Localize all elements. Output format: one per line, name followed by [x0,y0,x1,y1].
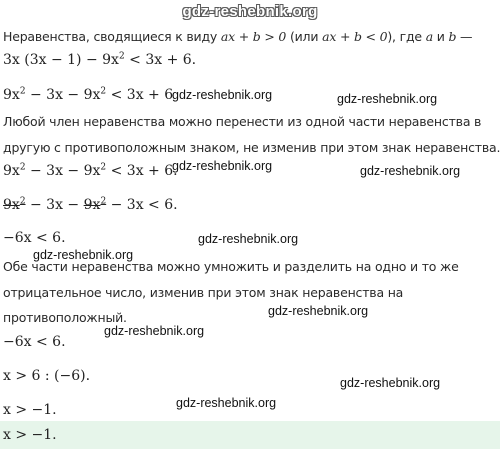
problem-rhs: < 3x + 6. [124,52,197,68]
step-1-part-1: 9x [3,87,20,103]
watermark: gdz-reshebnik.org [198,232,299,246]
step-3-struck-1: 9x [3,197,20,213]
cancelled-term-1 [3,197,26,213]
intro-text-d: и [432,29,449,44]
rule-2-line-2: отрицательное число, изменив при этом знак неравенства на [3,285,404,300]
step-1 [3,86,173,104]
step-1-part-2: − 3x − 9x [25,87,101,103]
step-2 [3,162,178,180]
watermark: gdz-reshebnik.org [340,376,441,390]
intro-math-3: a [425,29,433,44]
answer: x > −1. [3,427,57,443]
step-3-middle-2: − 3x < 6. [106,197,178,213]
intro-text-a: Неравенства, сводящиеся к виду [3,29,221,44]
watermark: gdz-reshebnik.org [172,159,273,173]
watermark: gdz-reshebnik.org [268,304,369,318]
step-2-part-3: < 3x + 6. [106,163,178,179]
intro-math-4: b [448,29,457,44]
intro-math-1: ax + b > 0 [220,29,287,44]
intro-text-e: — [456,29,473,44]
watermark: gdz-reshebnik.org [33,248,134,262]
watermark: gdz-reshebnik.org [104,324,205,338]
intro-text-b: (или [286,29,323,44]
rule-2-line-3: противоположный. [3,310,127,325]
step-3-middle-1: − 3x − [25,197,84,213]
step-4: −6x < 6. [3,230,66,246]
rule-1-line-1: Любой член неравенства можно перенести из одной части неравенства в [3,114,482,129]
watermark: gdz-reshebnik.org [176,396,277,410]
step-3 [3,196,178,214]
step-7: x > −1. [3,402,57,418]
rule-1-line-2: другую с противоположным знаком, не изменив при этом знак неравенства. [3,140,500,155]
watermark-top: gdz-reshebnik.org [182,3,318,20]
step-3-exponent-2: 2 [100,196,107,207]
problem-inequality [3,51,196,69]
rule-2-line-1: Обе части неравенства можно умножить и разделить на одно и то же [3,259,459,274]
step-2-part-2: − 3x − 9x [25,163,101,179]
intro-math-2: ax + b < 0 [322,29,388,44]
watermark: gdz-reshebnik.org [337,92,438,106]
step-2-exponent-2: 2 [100,162,107,173]
watermark: gdz-reshebnik.org [360,164,461,178]
answer-box [0,421,500,449]
intro-text-c: ), где [387,29,426,44]
step-1-exponent-1: 2 [19,86,26,97]
problem-lhs: 3x (3x − 1) − 9x [3,52,119,68]
step-1-exponent-2: 2 [100,86,107,97]
intro-line [3,29,472,45]
step-1-part-3: < 3x + 6 [106,87,174,103]
watermark: gdz-reshebnik.org [172,88,273,102]
step-6: x > 6 : (−6). [3,368,91,384]
problem-exponent: 2 [118,51,125,62]
step-5: −6x < 6. [3,334,66,350]
step-3-struck-2: 9x [83,197,101,213]
step-3-exponent-1: 2 [19,196,26,207]
cancelled-term-2 [84,197,107,213]
step-2-exponent-1: 2 [19,162,26,173]
step-2-part-1: 9x [3,163,20,179]
